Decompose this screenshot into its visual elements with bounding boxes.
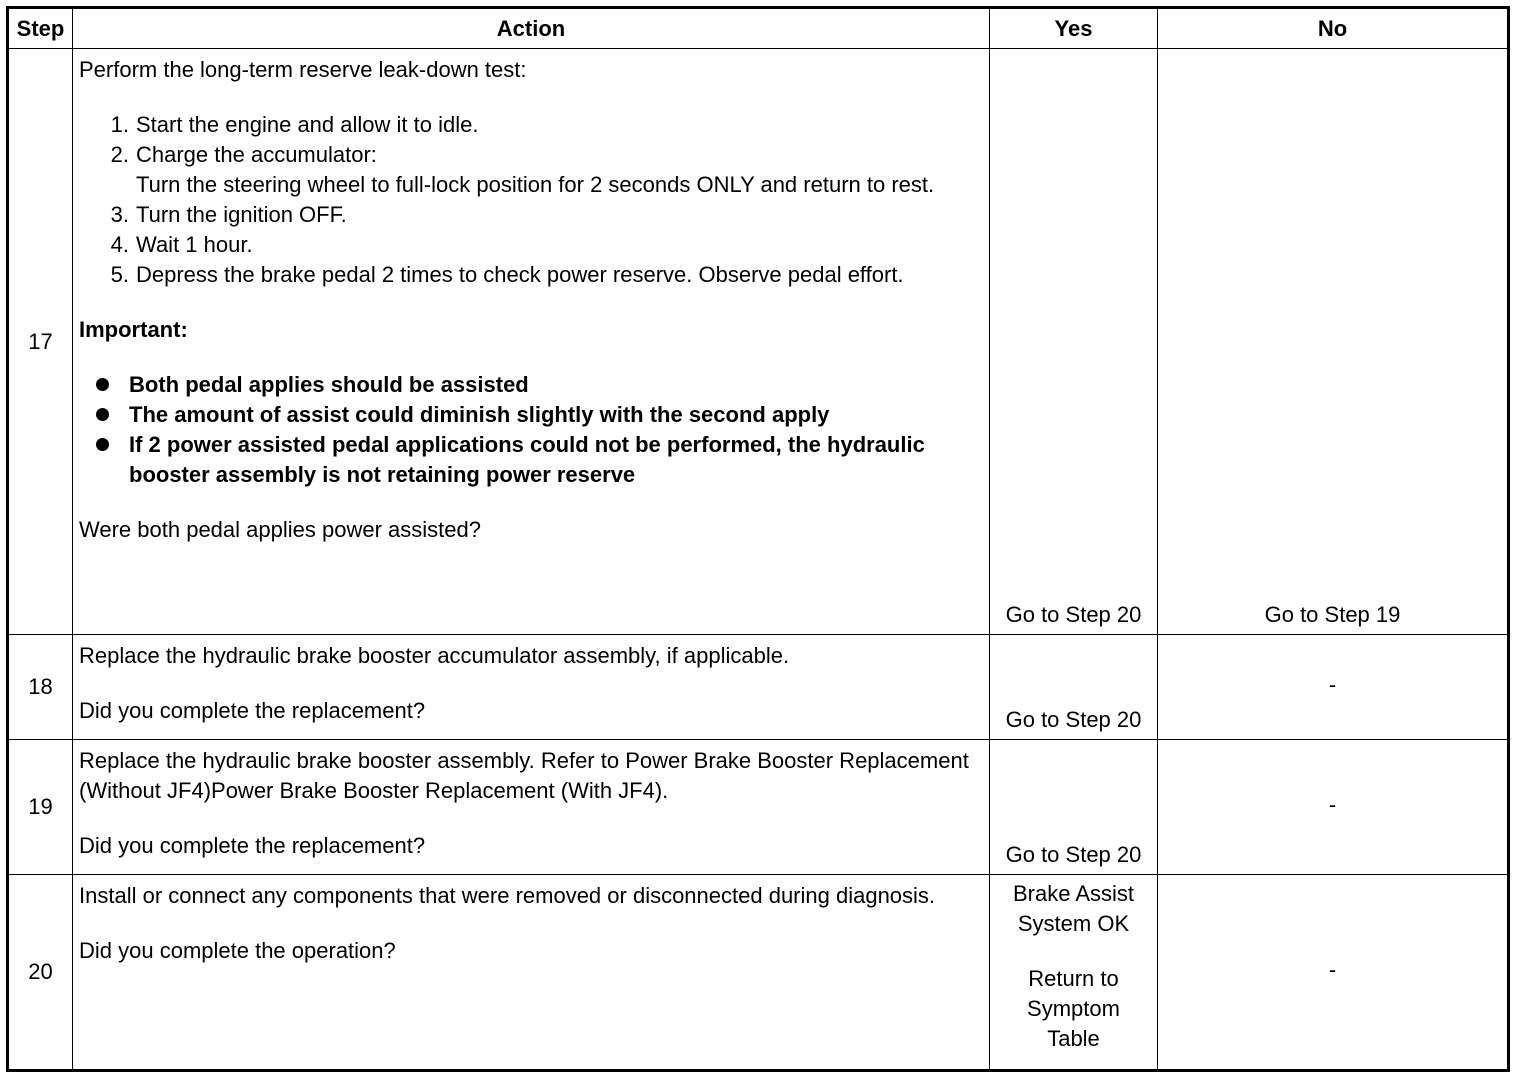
diagnostic-table [6,6,1510,1072]
table-row [8,635,1509,740]
action-cell [73,875,990,1071]
yes-result: Go to Step 20 [990,49,1158,635]
table-row [8,740,1509,875]
list-item: 1. Start the engine and allow it to idle. [110,112,479,137]
step-number: 19 [8,740,73,875]
yes-result-primary: Brake Assist System OK [1012,881,1135,936]
list-item: 5. Depress the brake pedal 2 times to check power reserve. Observe pedal effort. [110,262,904,287]
yes-result-secondary: Return to Symptom Table [1027,966,1120,1051]
header-yes: Yes [990,8,1158,49]
action-intro: Replace the hydraulic brake booster assembly. Refer to Power Brake Booster Replacement (Without JF4)Power Brake Booster Replacement (With JF4). [79,748,969,803]
header-step: Step [8,8,73,49]
action-cell [73,740,990,875]
table-row [8,49,1509,635]
header-row [8,8,1509,49]
list-item: The amount of assist could diminish slightly with the second apply [79,400,983,430]
step-number: 17 [8,49,73,635]
yes-result [990,875,1158,1071]
action-intro: Perform the long-term reserve leak-down test: [79,57,527,82]
no-result: Go to Step 19 [1158,49,1509,635]
table-row [8,875,1509,1071]
bullet-icon [79,430,129,490]
step-number: 20 [8,875,73,1071]
important-bullets [79,370,983,490]
action-intro: Replace the hydraulic brake booster accumulator assembly, if applicable. [79,643,790,668]
header-action: Action [73,8,990,49]
no-result: - [1158,740,1509,875]
yes-result: Go to Step 20 [990,740,1158,875]
list-item: 4. Wait 1 hour. [110,232,253,257]
action-intro: Install or connect any components that were removed or disconnected during diagnosis. [79,883,936,908]
procedure-list [79,110,983,290]
list-item: Both pedal applies should be assisted [79,370,983,400]
yes-result: Go to Step 20 [990,635,1158,740]
list-item: 2. Charge the accumulator: Turn the steering wheel to full-lock position for 2 seconds ONLY and return to rest. [110,142,935,197]
action-cell [73,49,990,635]
bullet-icon [79,370,129,400]
no-result: - [1158,635,1509,740]
list-item: 3. Turn the ignition OFF. [110,202,347,227]
action-question: Did you complete the operation? [79,938,396,963]
step-number: 18 [8,635,73,740]
action-cell [73,635,990,740]
header-no: No [1158,8,1509,49]
no-result: - [1158,875,1509,1071]
action-question: Were both pedal applies power assisted? [79,517,481,542]
action-question: Did you complete the replacement? [79,698,426,723]
action-question: Did you complete the replacement? [79,833,426,858]
list-item: If 2 power assisted pedal applications could not be performed, the hydraulic booster assembly is not retaining power reserve [79,430,983,490]
important-label: Important: [79,317,188,342]
bullet-icon [79,400,129,430]
